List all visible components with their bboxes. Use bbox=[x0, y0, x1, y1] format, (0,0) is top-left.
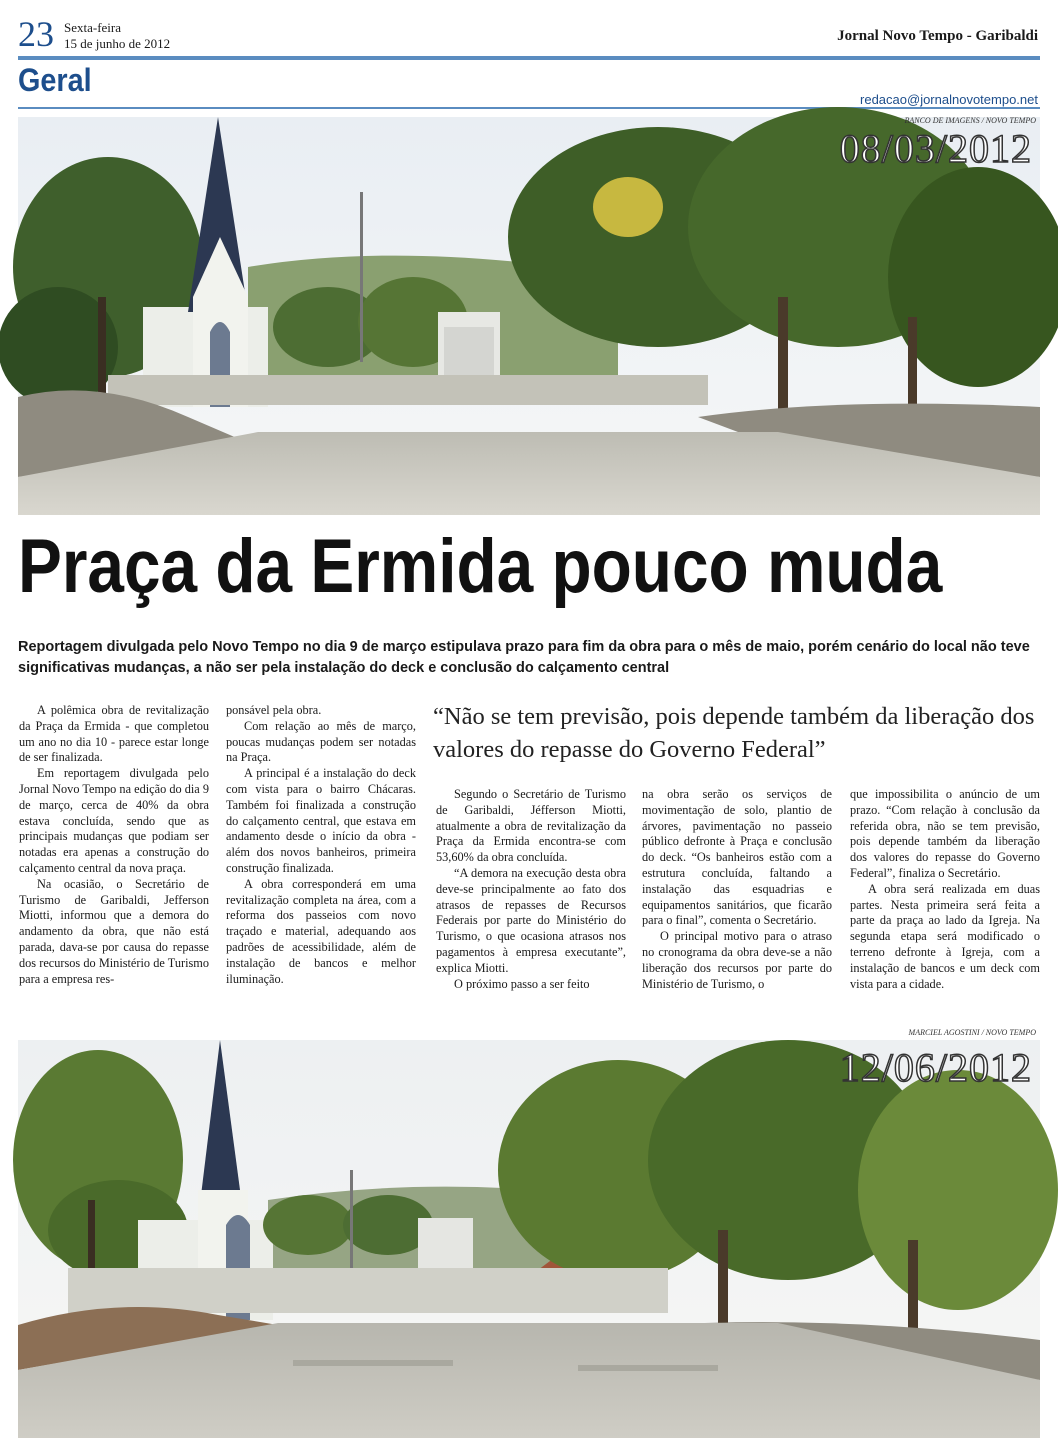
paragraph: Em reportagem divulgada pelo Jornal Novo Tempo na edição do dia 9 de março, cerca de 40% da obra estava concluída, sendo que as principais mudanças que podiam ser notadas era apenas a construção do calçamento central da nova praça. bbox=[19, 766, 209, 875]
section-rule bbox=[18, 107, 1040, 109]
photo-date-stamp: 12/06/2012 bbox=[839, 1045, 1032, 1090]
paragraph: que impossibilita o anúncio de um prazo. “Com relação à conclusão da referida obra, não se tem previsão, pois depende também da liberação dos valores do repasse do Governo Federal”, finaliza o Secretário. bbox=[850, 787, 1040, 880]
photo-date-stamp: 08/03/2012 bbox=[839, 126, 1032, 171]
pull-quote: “Não se tem previsão, pois depende também da liberação dos valores do repasse do Governo Federal” bbox=[433, 703, 1035, 763]
section-label: Geral bbox=[18, 62, 92, 98]
paragraph: na obra serão os serviços de movimentação de solo, plantio de árvores, pavimentação no passeio público defronte à Praça e conclusão do deck. “Os banheiros estão com a estrutura concluída, faltando a instalação das esquadrias e equipamentos sanitários, que ficarão para o final”, comenta o Secretário. bbox=[642, 787, 832, 928]
paragraph: O próximo passo a ser feito bbox=[454, 976, 590, 991]
paragraph: “A demora na execução desta obra deve-se principalmente ao fato dos atrasos de repasses de Recursos Federais por parte do Ministério do Turismo, o que ocasiona atrasos nos pagamentos à empresa executante”, explica Miotti. bbox=[436, 865, 626, 975]
article-column-2 bbox=[226, 703, 416, 987]
photo-praca-june bbox=[18, 1028, 1040, 1438]
photo-credit: MARCIEL AGOSTINI / NOVO TEMPO bbox=[908, 1028, 1036, 1037]
newspaper-name: Jornal Novo Tempo - Garibaldi bbox=[837, 28, 1038, 44]
paragraph: ponsável pela obra. bbox=[226, 703, 322, 717]
paragraph: A polêmica obra de revitalização da Praça da Ermida - que completou um ano no dia 10 - parece estar longe de ser finalizada. bbox=[19, 703, 209, 765]
photo-credit: BANCO DE IMAGENS / NOVO TEMPO bbox=[904, 116, 1036, 125]
article-column-3 bbox=[436, 787, 626, 992]
paragraph: A obra será realizada em duas partes. Nesta primeira será feita a parte da praça ao lado da Igreja. Na segunda etapa será modificado o terreno defronte à Igreja, com a instalação de bancos e um deck com vista para a cidade. bbox=[850, 881, 1040, 991]
headline: Praça da Ermida pouco muda bbox=[18, 524, 943, 609]
article-column-5 bbox=[850, 787, 1040, 992]
article-column-1 bbox=[19, 703, 209, 987]
paragraph: A obra corresponderá em uma revitalização completa na área, com a reforma dos passeios com novo traçado e material, adequando aos padrões de acessibilidade, além de instalação de bancos e melhor iluminação. bbox=[226, 876, 416, 986]
article-column-4 bbox=[642, 787, 832, 992]
paragraph: A principal é a instalação do deck com vista para o bairro Chácaras. Também foi finalizada a construção do calçamento central, que estava em andamento desde o início da obra - além dos novos banheiros, primeira construção finalizada. bbox=[226, 766, 416, 875]
page-number: 23 bbox=[18, 14, 54, 54]
paragraph: Com relação ao mês de março, poucas mudanças podem ser notadas na Praça. bbox=[226, 718, 416, 765]
deck-summary: Reportagem divulgada pelo Novo Tempo no dia 9 de março estipulava prazo para fim da obra para o mês de maio, porém cenário do local não teve significativas mudanças, a não ser pela instalação do deck e conclusão do calçamento central bbox=[18, 639, 1030, 676]
photo-praca-march-image bbox=[18, 117, 1040, 515]
header-rule bbox=[18, 56, 1040, 60]
paragraph: O principal motivo para o atraso no cronograma da obra deve-se a não liberação dos recursos por parte do Ministério de Turismo, o bbox=[642, 929, 832, 991]
weekday: Sexta-feira bbox=[64, 20, 122, 35]
photo-praca-june-image bbox=[18, 1040, 1040, 1438]
issue-date: 15 de junho de 2012 bbox=[64, 36, 171, 51]
photo-praca-march bbox=[18, 117, 1040, 515]
paragraph: Segundo o Secretário de Turismo de Garibaldi, Jéfferson Miotti, atualmente a obra de revitalização da Praça da Ermida encontra-se com 53,60% da obra concluída. bbox=[436, 787, 626, 865]
contact-email-link[interactable]: redacao@jornalnovotempo.net bbox=[860, 92, 1038, 107]
paragraph: Na ocasião, o Secretário de Turismo de Garibaldi, Jefferson Miotti, informou que a demora do andamento da obra, que não está parada, dava-se por causa do repasse dos recursos do Ministério de Turismo para a empresa res- bbox=[19, 876, 209, 986]
